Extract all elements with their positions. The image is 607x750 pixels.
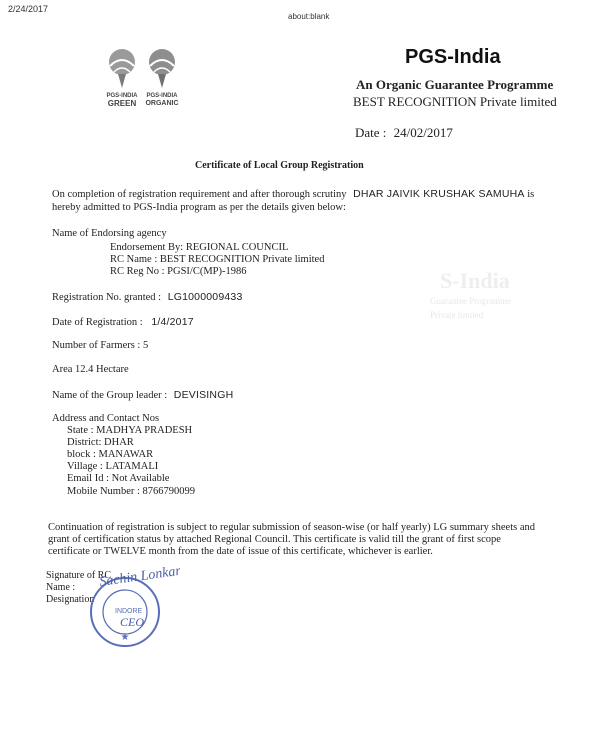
farmers-count: Number of Farmers : 5 bbox=[52, 340, 149, 351]
continuation-line-3: certificate or TWELVE month from the date of issue of this certificate, whichever is earlier. bbox=[48, 546, 433, 557]
pgs-organic-logo bbox=[140, 44, 184, 107]
rc-reg-no: RC Reg No : PGSI/C(MP)-1986 bbox=[110, 266, 247, 277]
leader-label: Name of the Group leader : bbox=[52, 390, 168, 401]
contact-email: Email Id : Not Available bbox=[67, 473, 170, 484]
watermark-line-3: Private limited bbox=[430, 310, 484, 320]
rc-name: RC Name : BEST RECOGNITION Private limited bbox=[110, 254, 325, 265]
intro-line-2: hereby admitted to PGS-India program as per the details given below: bbox=[52, 202, 346, 213]
name-label: Name : bbox=[46, 582, 76, 593]
stamp-center-text: INDORE bbox=[115, 608, 143, 615]
continuation-line-1: Continuation of registration is subject to regular submission of season-wise (or half yearly) LG summary sheets and bbox=[48, 522, 535, 533]
watermark: S-India bbox=[440, 268, 510, 293]
address-village: Village : LATAMALI bbox=[67, 461, 159, 472]
pgs-green-logo bbox=[100, 44, 144, 107]
issue-date bbox=[355, 125, 453, 141]
signature-label: Signature of RC bbox=[46, 570, 111, 581]
logo-left-line1: PGS-INDIA bbox=[106, 93, 138, 99]
intro-line-1 bbox=[52, 188, 534, 201]
print-url: about:blank bbox=[288, 12, 330, 21]
logo-left-line2: GREEN bbox=[107, 99, 137, 108]
agency-label: Name of Endorsing agency bbox=[52, 228, 167, 239]
contact-mobile: Mobile Number : 8766790099 bbox=[67, 486, 196, 497]
date-reg-label: Date of Registration : bbox=[52, 317, 143, 328]
address-block: block : MANAWAR bbox=[67, 449, 154, 460]
address-label: Address and Contact Nos bbox=[52, 413, 160, 424]
issue-date-value: 24/02/2017 bbox=[393, 125, 453, 140]
date-reg-value: 1/4/2017 bbox=[151, 316, 194, 328]
reg-no-value: LG1000009433 bbox=[167, 291, 243, 303]
page-subtitle-2: BEST RECOGNITION Private limited bbox=[353, 94, 557, 109]
svg-text:★: ★ bbox=[120, 632, 130, 643]
leader-value: DEVISINGH bbox=[173, 389, 234, 401]
stamp-handwritten-title: CEO bbox=[120, 615, 144, 629]
reg-no-label: Registration No. granted : bbox=[52, 292, 162, 303]
stamp-handwritten-name: Sachin Lonkar bbox=[98, 563, 180, 590]
address-district: District: DHAR bbox=[67, 437, 134, 448]
company-stamp bbox=[70, 560, 180, 655]
page-subtitle-1: An Organic Guarantee Programme bbox=[356, 77, 554, 92]
logo-right-line2: ORGANIC bbox=[145, 100, 179, 107]
issue-date-label: Date : bbox=[355, 125, 387, 140]
intro-text-end: is bbox=[527, 189, 535, 200]
continuation-line-2: grant of certification status by attached Regional Council. This certificate is valid till the grant of first scope bbox=[48, 534, 501, 545]
watermark-line-2: Guarantee Programme bbox=[430, 296, 512, 306]
print-date: 2/24/2017 bbox=[8, 4, 49, 14]
group-leader bbox=[52, 389, 233, 402]
group-name: DHAR JAIVIK KRUSHAK SAMUHA bbox=[353, 188, 525, 200]
logo-right-line1: PGS-INDIA bbox=[146, 93, 178, 99]
certificate-title: Certificate of Local Group Registration bbox=[195, 160, 364, 171]
area: Area 12.4 Hectare bbox=[52, 364, 129, 375]
endorsement: Endorsement By: REGIONAL COUNCIL bbox=[110, 242, 289, 253]
registration-date bbox=[52, 316, 194, 329]
page-title: PGS-India bbox=[405, 46, 501, 68]
address-state: State : MADHYA PRADESH bbox=[67, 425, 193, 436]
registration-number bbox=[52, 291, 243, 304]
designation-label: Designation bbox=[46, 594, 95, 605]
intro-text: On completion of registration requirement and after thorough scrutiny bbox=[52, 189, 347, 200]
